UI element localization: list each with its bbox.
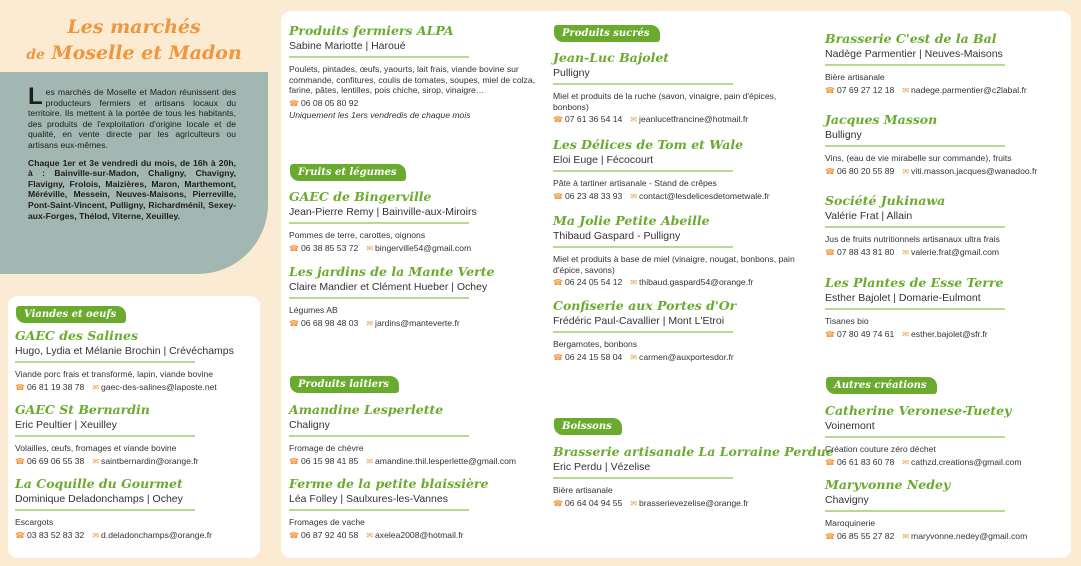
phone-icon: ☎ [289, 456, 299, 466]
producer-name: Catherine Veronese-Tuetey [825, 403, 1012, 418]
contact-line [289, 242, 544, 255]
product-description: Pommes de terre, carottes, oignons [289, 230, 426, 240]
intro-schedule: Chaque 1er et 3e vendredi du mois, de 16h à 20h, à : Bainville-sur-Madon, Chaligny, Chavigny, Flavigny, Frolois, Maizières, Maron, Marthemont, Méréville, Messein, Neuves-Maisons, Pierreville, Pont-Saint-Vincent, Pulligny, Richardménil, Sexey-aux-Forges, Thélod, Viterne, Xeuilley. [28, 157, 236, 221]
email-address[interactable]: thibaud.gaspard54@orange.fr [639, 277, 754, 287]
phone-icon: ☎ [825, 85, 835, 95]
mail-icon: ✉ [366, 530, 374, 540]
producer-name: Produits fermiers ALPA [289, 23, 454, 38]
producer-name: Brasserie C'est de la Bal [825, 31, 997, 46]
email-address[interactable]: valerie.frat@gmail.com [911, 246, 1000, 257]
mail-icon: ✉ [92, 382, 100, 392]
contact-line [825, 328, 1080, 341]
producer-name: GAEC des Salines [15, 328, 138, 343]
producer-person: Pulligny [553, 66, 733, 85]
phone-number[interactable]: 06 69 06 55 38 [26, 455, 85, 466]
email-address[interactable]: maryvonne.nedey@gmail.com [911, 530, 1028, 541]
producer-card [15, 402, 270, 468]
producer-person: Jean-Pierre Remy | Bainville-aux-Miroirs [289, 205, 469, 224]
producer-card [553, 50, 808, 126]
phone-number[interactable]: 07 69 27 12 18 [836, 84, 895, 95]
phone-number[interactable]: 06 38 85 53 72 [300, 242, 359, 253]
producer-card [553, 298, 808, 364]
phone-number[interactable]: 06 64 04 94 55 [564, 497, 623, 508]
phone-icon: ☎ [15, 456, 25, 466]
product-description: Jus de fruits nutritionnels artisanaux ultra frais [825, 234, 1000, 244]
contact-line [825, 165, 1080, 178]
mail-icon: ✉ [902, 247, 910, 257]
phone-icon: ☎ [825, 457, 835, 467]
email-address[interactable]: cathzd.creations@gmail.com [911, 456, 1022, 467]
producer-name: Ferme de la petite blaissière [289, 476, 489, 491]
contact-line [289, 455, 544, 468]
mail-icon: ✉ [630, 352, 638, 362]
phone-number[interactable]: 06 68 98 48 03 [300, 317, 359, 328]
phone-number[interactable]: 07 80 49 74 61 [836, 328, 895, 339]
phone-icon: ☎ [553, 115, 563, 124]
producer-name: Jacques Masson [825, 112, 938, 127]
phone-number[interactable]: 06 15 98 41 85 [300, 455, 359, 466]
product-description: Pâte à tartiner artisanale - Stand de crêpes [553, 178, 717, 188]
category-sucres-badge: Produits sucrés [554, 25, 660, 42]
producer-name: Société Jukinawa [825, 193, 946, 208]
contact-line [15, 381, 270, 394]
contact-line [553, 497, 808, 510]
contact-line [825, 456, 1080, 469]
mail-icon: ✉ [630, 278, 638, 287]
mail-icon: ✉ [902, 329, 910, 339]
phone-number[interactable]: 07 88 43 81 80 [836, 246, 895, 257]
producer-card [553, 137, 808, 203]
contact-line [553, 351, 808, 364]
product-description: Volailles, œufs, fromages et viande bovine [15, 443, 177, 453]
intro-text: es marchés de Moselle et Madon réunissent des producteurs fermiers et artisans locaux du territoire. Ils mettent à la portée de tous les habitants, des produits de l'exploitation d'origine locale et de qualité, en vente directe par les agriculteurs ou artisans eux-mêmes. [28, 87, 236, 150]
phone-number[interactable]: 06 24 05 54 12 [564, 277, 623, 287]
producer-card [553, 444, 834, 510]
phone-icon: ☎ [289, 98, 299, 108]
email-address[interactable]: jardins@manteverte.fr [375, 317, 460, 328]
email-address[interactable]: contact@lesdelicesdetometwale.fr [639, 190, 770, 201]
phone-number[interactable]: 03 83 52 83 32 [26, 529, 85, 540]
producer-card [825, 477, 1080, 543]
phone-icon: ☎ [553, 352, 563, 362]
page-title-line2 [0, 42, 268, 64]
title-block [0, 0, 268, 70]
phone-number[interactable]: 06 85 55 27 82 [836, 530, 895, 541]
producer-person: Chavigny [825, 493, 1005, 512]
email-address[interactable]: axelea2008@hotmail.fr [375, 529, 464, 540]
contact-line [289, 317, 544, 330]
producer-card [15, 328, 270, 394]
producer-name: Brasserie artisanale La Lorraine Perdue [553, 444, 834, 459]
contact-line [15, 529, 270, 542]
producer-name: Maryvonne Nedey [825, 477, 951, 492]
producer-person: Eric Perdu | Vézelise [553, 460, 733, 479]
phone-icon: ☎ [825, 247, 835, 257]
email-address[interactable]: brasserievezelise@orange.fr [639, 497, 749, 508]
producer-name: Amandine Lesperlette [289, 402, 444, 417]
producer-name: Ma Jolie Petite Abeille [553, 213, 710, 228]
producer-name: GAEC de Bingerville [289, 189, 432, 204]
mail-icon: ✉ [366, 318, 374, 328]
producer-person: Hugo, Lydia et Mélanie Brochin | Crévéchamps [15, 344, 195, 363]
producer-person: Sabine Mariotte | Haroué [289, 39, 469, 58]
title-de: de [26, 47, 45, 63]
product-description: Bergamotes, bonbons [553, 339, 638, 349]
phone-number[interactable]: 06 61 83 60 78 [836, 456, 895, 467]
mail-icon: ✉ [92, 456, 100, 466]
producer-card [289, 476, 544, 542]
producer-card [825, 193, 1080, 259]
producer-person: Valérie Frat | Allain [825, 209, 1005, 228]
email-address[interactable]: bingerville54@gmail.com [375, 242, 472, 253]
contact-line [553, 276, 808, 289]
mail-icon: ✉ [366, 456, 374, 466]
category-autres-badge: Autres créations [826, 377, 937, 394]
producer-person: Eric Peultier | Xeuilley [15, 418, 195, 437]
contact-line [825, 530, 1080, 543]
drop-cap: L [28, 83, 43, 110]
phone-icon: ☎ [15, 530, 25, 540]
producer-card [289, 23, 544, 121]
product-description: Bière artisanale [825, 72, 885, 82]
mail-icon: ✉ [630, 115, 638, 124]
product-description: Maroquinerie [825, 518, 876, 528]
mail-icon: ✉ [366, 243, 374, 253]
producer-name: La Coquille du Gourmet [15, 476, 183, 491]
email-address[interactable]: amandine.thil.lesperlette@gmail.com [375, 455, 517, 466]
phone-number[interactable]: 06 80 20 55 89 [836, 165, 895, 176]
producer-person: Voinemont [825, 419, 1005, 438]
contact-line [289, 529, 544, 542]
phone-number[interactable]: 06 81 19 38 78 [26, 381, 85, 392]
producer-person: Dominique Deladonchamps | Ochey [15, 492, 195, 511]
phone-number[interactable]: 06 08 05 80 92 [300, 97, 359, 108]
mail-icon: ✉ [902, 457, 910, 467]
product-description: Escargots [15, 517, 54, 527]
producer-card [825, 31, 1080, 97]
mail-icon: ✉ [630, 191, 638, 201]
producer-name: Confiserie aux Portes d'Or [553, 298, 737, 313]
contact-line [553, 190, 808, 203]
producer-person: Bulligny [825, 128, 1005, 147]
phone-number[interactable]: 07 61 36 54 14 [564, 114, 623, 124]
email-address[interactable]: gaec-des-salines@laposte.net [101, 381, 217, 392]
product-description: Bière artisanale [553, 485, 613, 495]
contact-line [553, 113, 808, 126]
phone-icon: ☎ [289, 530, 299, 540]
phone-icon: ☎ [289, 243, 299, 253]
email-address[interactable]: viti.masson.jacques@wanadoo.fr [911, 165, 1038, 176]
category-viandes-badge: Viandes et oeufs [16, 306, 126, 323]
product-description: Poulets, pintades, œufs, yaourts, lait frais, viande bovine sur commande, confitures, coulis de tomates, soupes, miel de colza, farine, pâtes, lentilles, pois chiche, sirop, vinaigre… [289, 64, 535, 95]
producer-person: Eloi Euge | Fécocourt [553, 153, 733, 172]
email-address[interactable]: d.deladonchamps@orange.fr [101, 529, 212, 540]
intro-paragraph [28, 83, 236, 151]
product-description: Fromages de vache [289, 517, 365, 527]
category-boissons-badge: Boissons [554, 418, 622, 435]
producer-name: Jean-Luc Bajolet [553, 50, 670, 65]
product-description: Miel et produits à base de miel (vinaigre, nougat, bonbons, pain d'épice, savons) [553, 254, 795, 275]
email-address[interactable]: carmen@auxportesdor.fr [639, 351, 734, 362]
phone-icon: ☎ [553, 498, 563, 508]
phone-icon: ☎ [553, 191, 563, 201]
product-description: Viande porc frais et transformé, lapin, viande bovine [15, 369, 214, 379]
producer-person: Léa Folley | Saulxures-les-Vannes [289, 492, 469, 511]
phone-number[interactable]: 06 24 15 58 04 [564, 351, 623, 362]
contact-line [825, 84, 1080, 97]
mail-icon: ✉ [630, 498, 638, 508]
phone-number[interactable]: 06 23 48 33 93 [564, 190, 623, 201]
email-address[interactable]: nadege.parmentier@c2labal.fr [911, 84, 1027, 95]
producer-person: Esther Bajolet | Domarie-Eulmont [825, 291, 1005, 310]
producer-card [825, 112, 1080, 178]
producer-person: Chaligny [289, 418, 469, 437]
producer-name: GAEC St Bernardin [15, 402, 150, 417]
email-address[interactable]: saintbernardin@orange.fr [101, 455, 199, 466]
producer-name: Les jardins de la Mante Verte [289, 264, 495, 279]
phone-icon: ☎ [825, 531, 835, 541]
producer-person: Nadège Parmentier | Neuves-Maisons [825, 47, 1005, 66]
phone-icon: ☎ [15, 382, 25, 392]
email-address[interactable]: esther.bajolet@sfr.fr [911, 328, 988, 339]
producer-card [553, 213, 808, 289]
page-title-line1: Les marchés [67, 16, 201, 38]
mail-icon: ✉ [902, 166, 910, 176]
phone-icon: ☎ [553, 278, 563, 287]
producer-name: Les Délices de Tom et Wale [553, 137, 744, 152]
producer-card [825, 403, 1080, 469]
phone-icon: ☎ [825, 329, 835, 339]
product-description: Légumes AB [289, 305, 338, 315]
producer-person: Frédéric Paul-Cavallier | Mont L'Etroi [553, 314, 733, 333]
phone-icon: ☎ [825, 166, 835, 176]
contact-line [289, 97, 544, 110]
producer-card [15, 476, 270, 542]
email-address[interactable]: jeanlucetfrancine@hotmail.fr [639, 114, 749, 124]
category-fruits-badge: Fruits et légumes [290, 164, 406, 181]
producer-card [825, 275, 1080, 341]
producer-name: Les Plantes de Esse Terre [825, 275, 1004, 290]
producer-person: Thibaud Gaspard - Pulligny [553, 229, 733, 248]
schedule-note: Uniquement les 1ers vendredis de chaque mois [289, 109, 471, 120]
mail-icon: ✉ [92, 530, 100, 540]
category-laitiers-badge: Produits laitiers [290, 376, 399, 393]
product-description: Miel et produits de la ruche (savon, vinaigre, pain d'épices, bonbons) [553, 91, 777, 112]
producer-card [289, 189, 544, 255]
product-description: Tisanes bio [825, 316, 869, 326]
phone-icon: ☎ [289, 318, 299, 328]
producer-person: Claire Mandier et Clément Hueber | Ochey [289, 280, 469, 299]
mail-icon: ✉ [902, 531, 910, 541]
producer-card [289, 264, 544, 330]
product-description: Fromage de chèvre [289, 443, 364, 453]
intro-panel [0, 72, 268, 274]
producer-card [289, 402, 544, 468]
product-description: Création couture zéro déchet [825, 444, 936, 454]
product-description: Vins, (eau de vie mirabelle sur commande), fruits [825, 153, 1012, 163]
contact-line [15, 455, 270, 468]
mail-icon: ✉ [902, 85, 910, 95]
phone-number[interactable]: 06 87 92 40 58 [300, 529, 359, 540]
title-main: Moselle et Madon [51, 42, 242, 64]
contact-line [825, 246, 1080, 259]
